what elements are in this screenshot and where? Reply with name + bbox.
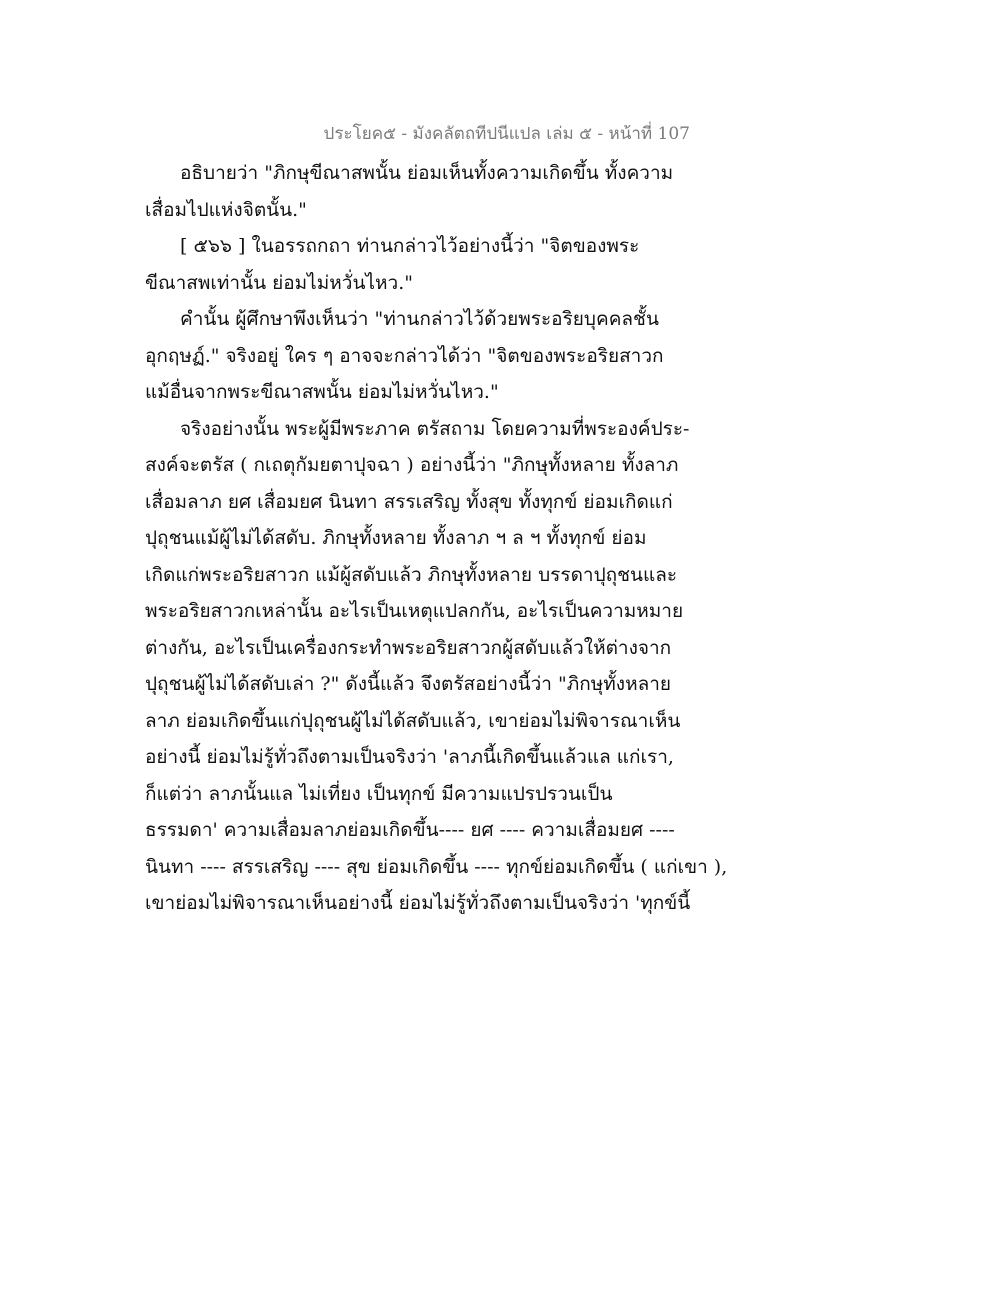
text-line: คำนั้น ผู้ศึกษาพึงเห็นว่า "ท่านกล่าวไว้ด้วยพระอริยบุคคลชั้น — [180, 308, 659, 330]
text-line: พระอริยสาวกเหล่านั้น อะไรเป็นเหตุแปลกกัน, อะไรเป็นความหมาย — [145, 600, 684, 622]
text-line: นินทา ---- สรรเสริญ ---- สุข ย่อมเกิดขึ้น ---- ทุกข์ย่อมเกิดขึ้น ( แก่เขา ), — [145, 855, 728, 878]
text-line: ปุถุชนแม้ผู้ไม่ได้สดับ. ภิกษุทั้งหลาย ทั้งลาภ ฯ ล ฯ ทั้งทุกข์ ย่อม — [145, 527, 647, 549]
text-line: เกิดแก่พระอริยสาวก แม้ผู้สดับแล้ว ภิกษุทั้งหลาย บรรดาปุถุชนและ — [145, 563, 678, 586]
text-line: ลาภ ย่อมเกิดขึ้นแก่ปุถุชนผู้ไม่ได้สดับแล้ว, เขาย่อมไม่พิจารณาเห็น — [145, 709, 681, 732]
text-line: ก็แต่ว่า ลาภนั้นแล ไม่เที่ยง เป็นทุกข์ มีความแปรปรวนเป็น — [145, 782, 613, 805]
text-line: เสื่อมไปแห่งจิตนั้น." — [145, 198, 307, 221]
text-line: เสื่อมลาภ ยศ เสื่อมยศ นินทา สรรเสริญ ทั้งสุข ทั้งทุกข์ ย่อมเกิดแก่ — [145, 490, 673, 513]
text-line: แม้อื่นจากพระขีณาสพนั้น ย่อมไม่หวั่นไหว." — [145, 381, 499, 403]
page-header: ประโยค๕ - มังคลัตถทีปนีแปล เล่ม ๕ - หน้าที่ 107 — [323, 124, 690, 144]
text-line: อุกฤษฏ์." จริงอยู่ ใคร ๆ อาจจะกล่าวได้ว่า "จิตของพระอริยสาวก — [145, 344, 664, 367]
text-line: ขีณาสพเท่านั้น ย่อมไม่หวั่นไหว." — [145, 271, 413, 294]
text-line: เขาย่อมไม่พิจารณาเห็นอย่างนี้ ย่อมไม่รู้ทั่วถึงตามเป็นจริงว่า 'ทุกข์นี้ — [145, 892, 691, 914]
text-line: สงค์จะตรัส ( กเถตุกัมยตาปุจฉา ) อย่างนี้ว่า "ภิกษุทั้งหลาย ทั้งลาภ — [145, 454, 679, 476]
text-line: อธิบายว่า "ภิกษุขีณาสพนั้น ย่อมเห็นทั้งความเกิดขึ้น ทั้งความ — [180, 162, 674, 184]
text-line: อย่างนี้ ย่อมไม่รู้ทั่วถึงตามเป็นจริงว่า 'ลาภนี้เกิดขึ้นแล้วแล แก่เรา, — [145, 746, 674, 768]
text-line: ปุถุชนผู้ไม่ได้สดับเล่า ?" ดังนี้แล้ว จึงตรัสอย่างนี้ว่า "ภิกษุทั้งหลาย — [145, 673, 672, 695]
text-line: จริงอย่างนั้น พระผู้มีพระภาค ตรัสถาม โดยความที่พระองค์ประ- — [180, 417, 690, 440]
text-line: [ ๕๖๖ ] ในอรรถกถา ท่านกล่าวไว้อย่างนี้ว่า "จิตของพระ — [180, 235, 640, 257]
text-line: ธรรมดา' ความเสื่อมลาภย่อมเกิดขึ้น---- ยศ ---- ความเสื่อมยศ ---- — [145, 819, 675, 841]
text-line: ต่างกัน, อะไรเป็นเครื่องกระทำพระอริยสาวกผู้สดับแล้วให้ต่างจาก — [145, 636, 672, 659]
body-text — [145, 155, 728, 922]
